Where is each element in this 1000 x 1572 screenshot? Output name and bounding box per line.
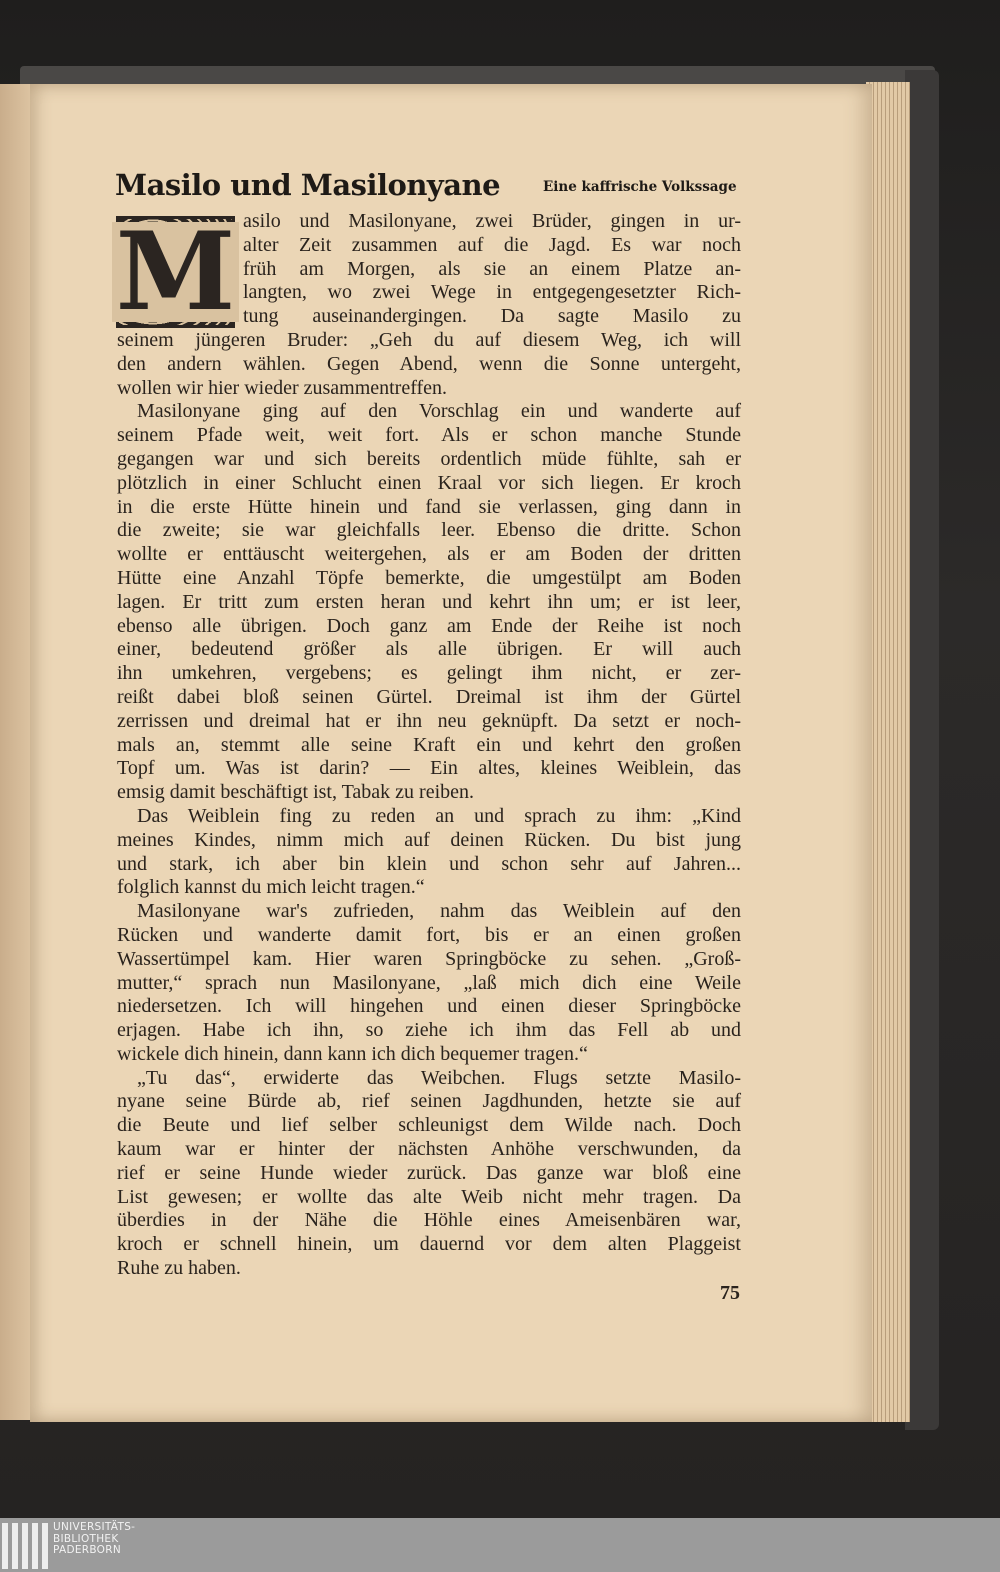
text-line: alter Zeit zusammen auf die Jagd. Es war noch: [243, 233, 741, 256]
text-line: den andern wählen. Gegen Abend, wenn die Sonne untergeht,: [117, 352, 741, 375]
text-line: Das Weiblein fing zu reden an und sprach zu ihm: „Kind: [137, 804, 741, 827]
logo-line: PADERBORN: [53, 1544, 121, 1556]
text-line: wollen wir hier wieder zusammentreffen.: [117, 376, 448, 399]
text-line: ihn umkehren, vergebens; es gelingt ihm nicht, er zer-: [117, 662, 741, 685]
text-line: kaum war er hinter der nächsten Anhöhe verschwunden, da: [117, 1138, 741, 1161]
text-line: tung auseinandergingen. Da sagte Masilo zu: [243, 305, 741, 328]
text-line: Masilonyane war's zufrieden, nahm das Weiblein auf den: [137, 900, 741, 923]
library-logo-text: [53, 1522, 135, 1557]
text-line: Masilonyane ging auf den Vorschlag ein und wanderte auf: [137, 400, 741, 423]
text-line: Rücken und wanderte damit fort, bis er an einen großen: [117, 923, 741, 946]
page-stack-edges: [866, 82, 910, 1422]
text-line: „Tu das“, erwiderte das Weibchen. Flugs setzte Masilo-: [137, 1066, 741, 1089]
logo-line: UNIVERSITÄTS-: [53, 1521, 136, 1533]
text-line: mals an, stemmt alle seine Kraft ein und kehrt den großen: [117, 733, 741, 756]
text-line: meines Kindes, nimm mich auf deinen Rücken. Du bist jung: [117, 828, 741, 851]
text-line: Wassertümpel kam. Hier waren Springböcke zu sehen. „Groß-: [117, 947, 741, 970]
library-logo-icon: [2, 1523, 48, 1569]
book-cover-right-edge: [905, 70, 939, 1430]
text-line: früh am Morgen, als sie an einem Platze an-: [243, 257, 741, 280]
text-line: erjagen. Habe ich ihn, so ziehe ich ihm das Fell ab und: [117, 1019, 741, 1042]
story-body: [117, 210, 741, 1281]
text-line: kroch er schnell hinein, um dauernd vor dem alten Plaggeist: [117, 1233, 741, 1256]
text-line: zerrissen und dreimal hat er ihn neu geknüpft. Da setzt er noch-: [117, 709, 741, 732]
page-number: 75: [720, 1282, 740, 1304]
text-line: die Beute und lief selber schleunigst dem Wilde nach. Doch: [117, 1114, 741, 1137]
previous-page-edge: [0, 84, 30, 1420]
text-line: niedersetzen. Ich will hingehen und einen dieser Springböcke: [117, 995, 741, 1018]
text-line: seinem Pfade weit, weit fort. Als er schon manche Stunde: [117, 424, 741, 447]
text-line: überdies in der Nähe die Höhle eines Ameisenbären war,: [117, 1209, 741, 1232]
text-line: reißt dabei bloß seinen Gürtel. Dreimal ist ihm der Gürtel: [117, 685, 741, 708]
text-line: rief er seine Hunde wieder zurück. Das ganze war bloß eine: [117, 1161, 741, 1184]
text-line: seinem jüngeren Bruder: „Geh du auf diesem Weg, ich will: [117, 328, 741, 351]
library-footer-bar: [0, 1518, 1000, 1572]
text-line: emsig damit beschäftigt ist, Tabak zu reiben.: [117, 781, 475, 804]
text-line: ebenso alle übrigen. Doch ganz am Ende der Reihe ist noch: [117, 614, 741, 637]
text-line: Hütte eine Anzahl Töpfe bemerkte, die umgestülpt am Boden: [117, 566, 741, 589]
text-line: langten, wo zwei Wege in entgegengesetzter Rich-: [243, 281, 741, 304]
text-line: nyane seine Bürde ab, rief seinen Jagdhunden, hetzte sie auf: [117, 1090, 741, 1113]
story-title: Masilo und Masilonyane: [115, 168, 501, 202]
text-line: einer, bedeutend größer als alle übrigen. Er will auch: [117, 638, 741, 661]
text-line: plötzlich in einer Schlucht einen Kraal vor sich liegen. Er kroch: [117, 471, 741, 494]
text-line: und stark, ich aber bin klein und schon sehr auf Jahren...: [117, 852, 741, 875]
logo-line: BIBLIOTHEK: [53, 1532, 119, 1545]
text-line: wickele dich hinein, dann kann ich dich bequemer tragen.“: [117, 1042, 588, 1065]
text-line: Ruhe zu haben.: [117, 1257, 241, 1280]
text-line: lagen. Er tritt zum ersten heran und kehrt ihn um; er ist leer,: [117, 590, 741, 613]
text-line: mutter,“ sprach nun Masilonyane, „laß mich dich eine Weile: [117, 971, 741, 994]
text-line: die zweite; sie war gleichfalls leer. Ebenso die dritte. Schon: [117, 519, 741, 542]
text-line: in die erste Hütte hinein und fand sie verlassen, ging dann in: [117, 495, 741, 518]
text-line: Topf um. Was ist darin? — Ein altes, kleines Weiblein, das: [117, 757, 741, 780]
drop-cap-letter: M: [112, 222, 240, 322]
text-line: wollte er enttäuscht weitergehen, als er am Boden der dritten: [117, 543, 741, 566]
text-line: List gewesen; er wollte das alte Weib nicht mehr tragen. Da: [117, 1185, 741, 1208]
text-line: folglich kannst du mich leicht tragen.“: [117, 876, 425, 899]
story-subtitle: Eine kaffrische Volkssage: [543, 179, 737, 195]
text-line: asilo und Masilonyane, zwei Brüder, gingen in ur-: [243, 210, 741, 232]
text-line: gegangen war und sich bereits ordentlich müde fühlte, sah er: [117, 447, 741, 470]
